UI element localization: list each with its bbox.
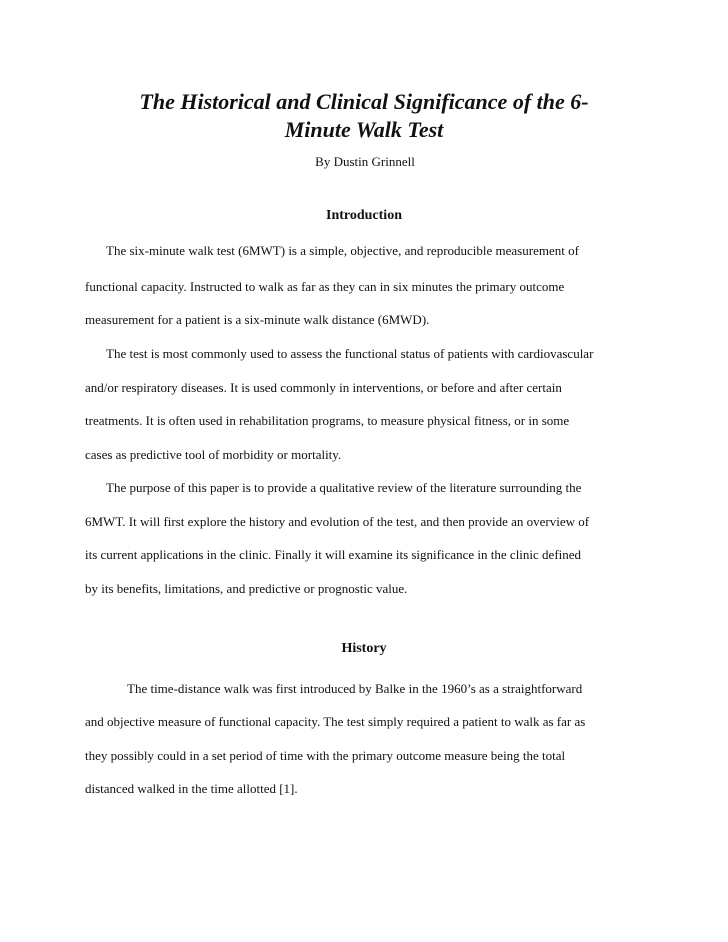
intro-line-10: its current applications in the clinic. Finally it will examine its significance in the clinic defined bbox=[85, 547, 582, 562]
intro-line-4: The test is most commonly used to assess the functional status of patients with cardiovascular bbox=[106, 346, 594, 361]
intro-line-5: and/or respiratory diseases. It is used commonly in interventions, or before and after certain bbox=[85, 380, 562, 395]
history-line-2: and objective measure of functional capacity. The test simply required a patient to walk as far as bbox=[85, 714, 586, 729]
history-line-1: The time-distance walk was first introduced by Balke in the 1960’s as a straightforward bbox=[127, 681, 583, 696]
intro-line-1: The six-minute walk test (6MWT) is a simple, objective, and reproducible measurement of bbox=[106, 243, 579, 258]
section-heading-introduction-text: Introduction bbox=[326, 208, 402, 223]
intro-line-7: cases as predictive tool of morbidity or mortality. bbox=[85, 447, 342, 462]
history-line-3: they possibly could in a set period of time with the primary outcome measure being the total bbox=[85, 748, 566, 763]
intro-line-11: by its benefits, limitations, and predictive or prognostic value. bbox=[85, 581, 408, 596]
history-line-4: distanced walked in the time allotted [1]. bbox=[85, 781, 298, 796]
intro-line-3: measurement for a patient is a six-minute walk distance (6MWD). bbox=[85, 312, 430, 327]
paper-title-line-1: The Historical and Clinical Significance of the 6- bbox=[139, 89, 589, 114]
author-byline: By Dustin Grinnell bbox=[315, 154, 415, 169]
intro-line-6: treatments. It is often used in rehabilitation programs, to measure physical fitness, or in some bbox=[85, 413, 570, 428]
section-heading-history bbox=[0, 640, 728, 658]
paper-title-line-2: Minute Walk Test bbox=[284, 117, 444, 142]
intro-line-2: functional capacity. Instructed to walk as far as they can in six minutes the primary outcome bbox=[85, 279, 565, 294]
intro-line-8: The purpose of this paper is to provide a qualitative review of the literature surrounding the bbox=[106, 480, 582, 495]
intro-line-9: 6MWT. It will first explore the history and evolution of the test, and then provide an overview of bbox=[85, 514, 590, 529]
section-heading-history-text: History bbox=[341, 641, 387, 656]
paper-title bbox=[88, 88, 640, 144]
section-heading-introduction bbox=[0, 207, 728, 225]
